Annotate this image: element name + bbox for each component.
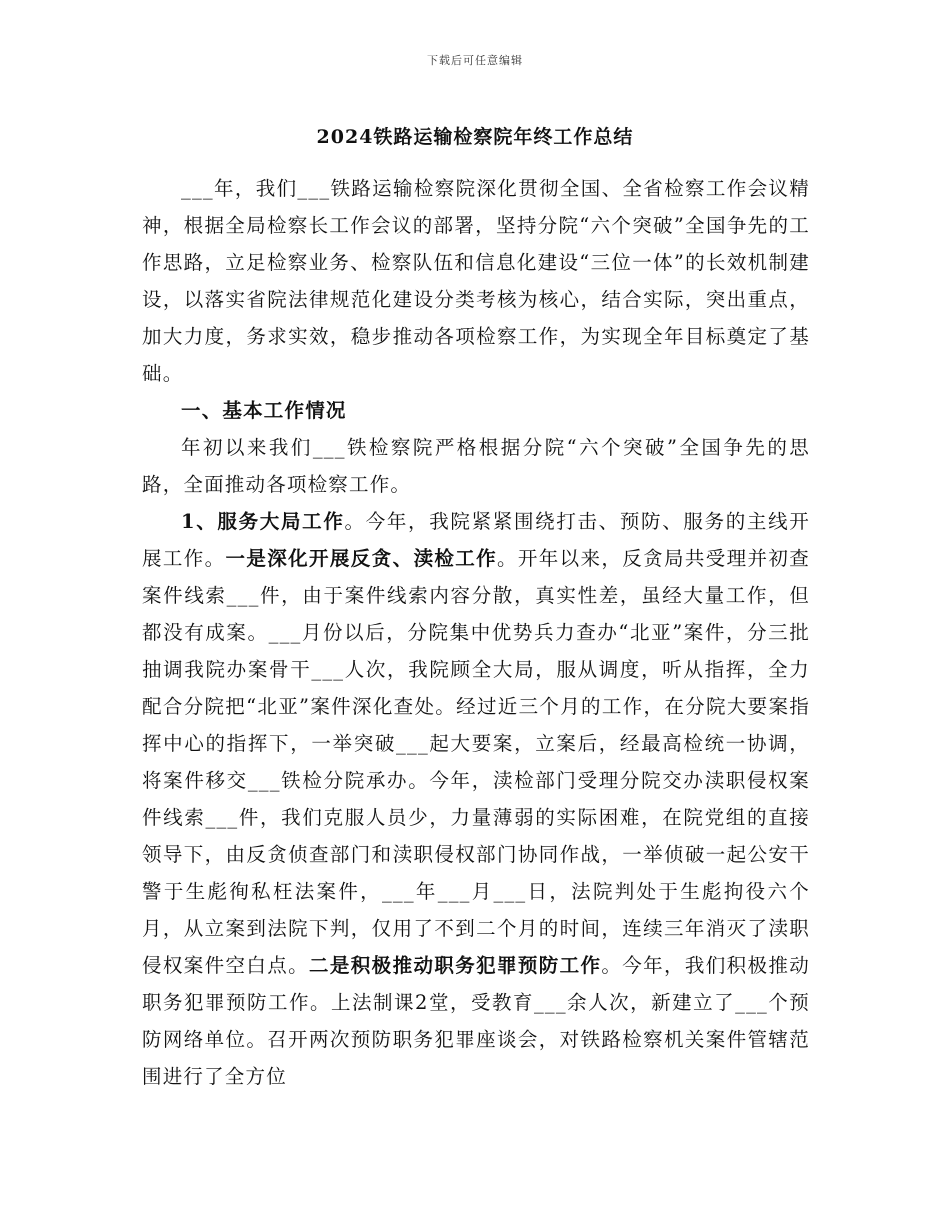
section-heading: 一、基本工作情况: [181, 399, 347, 422]
item-paragraph: [142, 503, 810, 1095]
sub-text: 。开年以来，反贪局共受理并初查案件线索___件，由于案件线索内容分散，真实性差，虽经大量工作，但都没有成案。___月份以后，分院集中优势兵力查办“北亚”案件，分三批抽调我院办案骨干___人次，我院顾全大局，服从调度，听从指挥，全力配合分院把“北亚”案件深化查处。经过近三个月的工作，在分院大要案指挥中心的指挥下，一举突破___起大要案，立案后，经最高检统一协调，将案件移交___铁检分院承办。今年，渎检部门受理分院交办渎职侵权案件线索___件，我们克服人员少，力量薄弱的实际困难，在院党组的直接领导下，由反贪侦查部门和渎职侵权部门协同作战，一举侦破一起公安干警于生彪徇私枉法案件，___年___月___日，法院判处于生彪拘役六个月，从立案到法院下判，仅用了不到二个月的时间，连续三年消灭了渎职侵权案件空白点。: [142, 547, 810, 977]
section-intro-paragraph: 年初以来我们___铁检察院严格根据分院“六个突破”全国争先的思路，全面推动各项检察工作。: [142, 436, 810, 496]
sub-text: 。今年，我们积极推动职务犯罪预防工作。上法制课2堂，受教育___余人次，新建立了___个预防网络单位。召开两次预防职务犯罪座谈会，对铁路检察机关案件管辖范围进行了全方位: [142, 954, 810, 1088]
document-title: 2024铁路运输检察院年终工作总结: [316, 126, 634, 148]
item-heading: 1、服务大局工作: [181, 510, 345, 533]
intro-paragraph: ___年，我们___铁路运输检察院深化贯彻全国、全省检察工作会议精神，根据全局检察长工作会议的部署，坚持分院“六个突破”全国争先的工作思路，立足检察业务、检察队伍和信息化建设“三位一体”的长效机制建设，以落实省院法律规范化建设分类考核为核心，结合实际，突出重点，加大力度，务求实效，稳步推动各项检察工作，为实现全年目标奠定了基础。: [142, 177, 810, 385]
item-text: 。今年，我院紧紧围绕打击、预防、服务的主线开展工作。: [142, 510, 810, 570]
sub-heading: 二是积极推动职务犯罪预防工作: [309, 954, 602, 977]
header-note: 下载后可任意编辑: [427, 54, 523, 67]
sub-heading: 一是深化开展反贪、渎检工作: [225, 547, 497, 570]
document-body: [142, 170, 810, 1095]
